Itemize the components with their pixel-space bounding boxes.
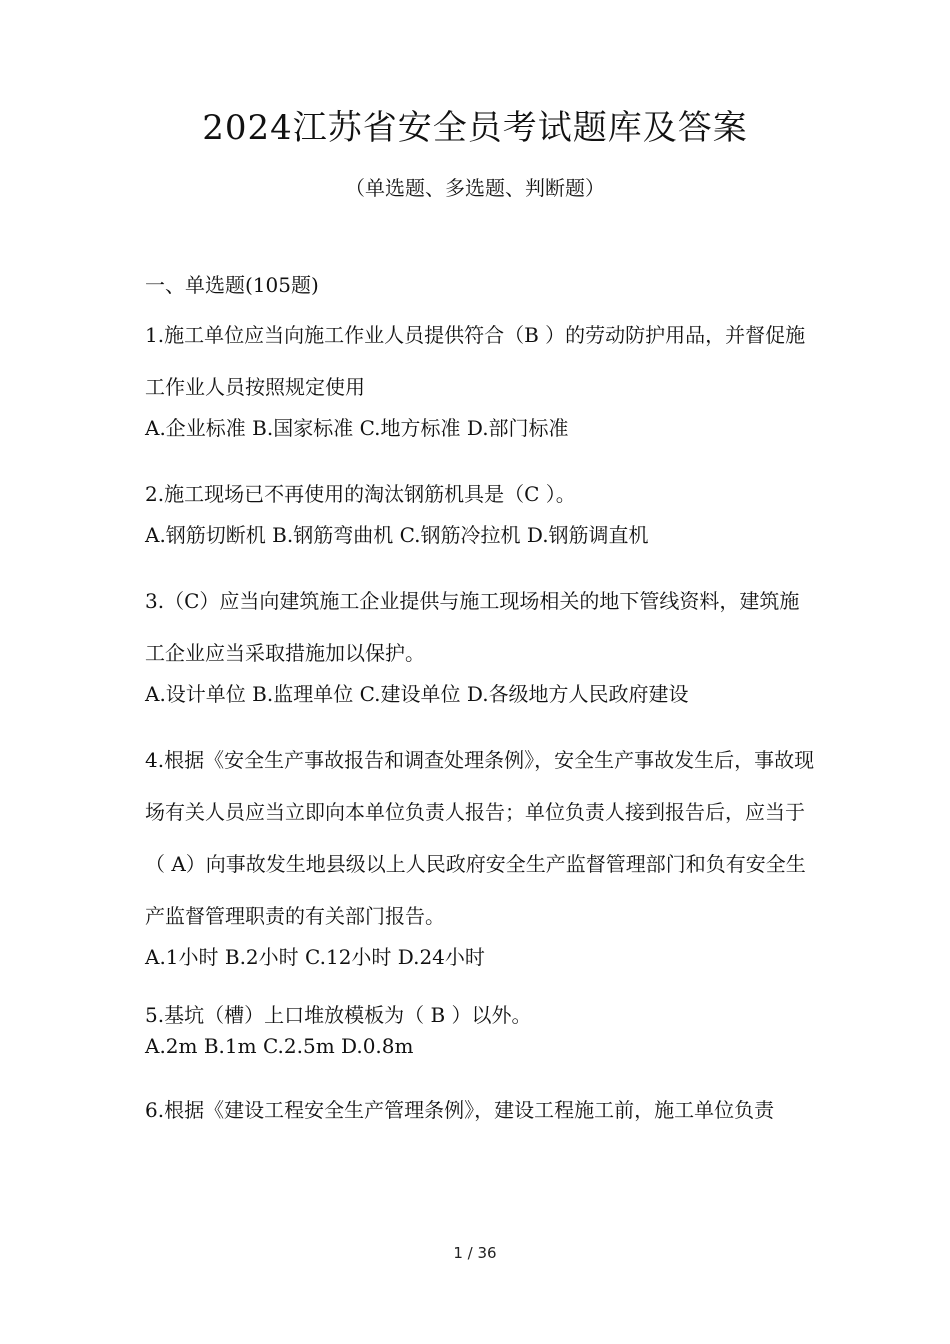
question-text: 1.施工单位应当向施工作业人员提供符合（B ）的劳动防护用品，并督促施工作业人员按照规定使用 <box>145 323 806 399</box>
question-options: A.1小时 B.2小时 C.12小时 D.24小时 <box>145 945 485 969</box>
question-text: 4.根据《安全生产事故报告和调查处理条例》，安全生产事故发生后，事故现场有关人员应当立即向本单位负责人报告；单位负责人接到报告后，应当于（ A）向事故发生地县级以上人民政府安全生产监督管理部门和负有安全生产监督管理职责的有关部门报告。 <box>145 748 815 928</box>
question-text: 3.（C）应当向建筑施工企业提供与施工现场相关的地下管线资料，建筑施工企业应当采取措施加以保护。 <box>145 589 800 665</box>
question-6 <box>145 1084 815 1136</box>
section-heading: 一、单选题(105题) <box>145 273 319 297</box>
question-options: A.钢筋切断机 B.钢筋弯曲机 C.钢筋冷拉机 D.钢筋调直机 <box>145 523 649 547</box>
question-options: A.企业标准 B.国家标准 C.地方标准 D.部门标准 <box>145 416 569 440</box>
question-5 <box>145 997 815 1059</box>
document-title: 2024江苏省安全员考试题库及答案 <box>202 108 748 148</box>
page-indicator: 1 / 36 <box>453 1244 497 1262</box>
document-subtitle: （单选题、多选题、判断题） <box>345 176 605 200</box>
question-3 <box>145 575 815 709</box>
question-2 <box>145 468 815 550</box>
question-text: 6.根据《建设工程安全生产管理条例》，建设工程施工前，施工单位负责 <box>145 1098 775 1122</box>
question-options: A.2m B.1m C.2.5m D.0.8m <box>145 1034 414 1058</box>
question-options: A.设计单位 B.监理单位 C.建设单位 D.各级地方人民政府建设 <box>145 682 689 706</box>
question-1 <box>145 309 815 443</box>
document-body <box>145 270 815 1172</box>
question-text: 5.基坑（槽）上口堆放模板为（ B ）以外。 <box>145 1003 532 1027</box>
question-4 <box>145 734 815 972</box>
question-text: 2.施工现场已不再使用的淘汰钢筋机具是（C ）。 <box>145 482 576 506</box>
